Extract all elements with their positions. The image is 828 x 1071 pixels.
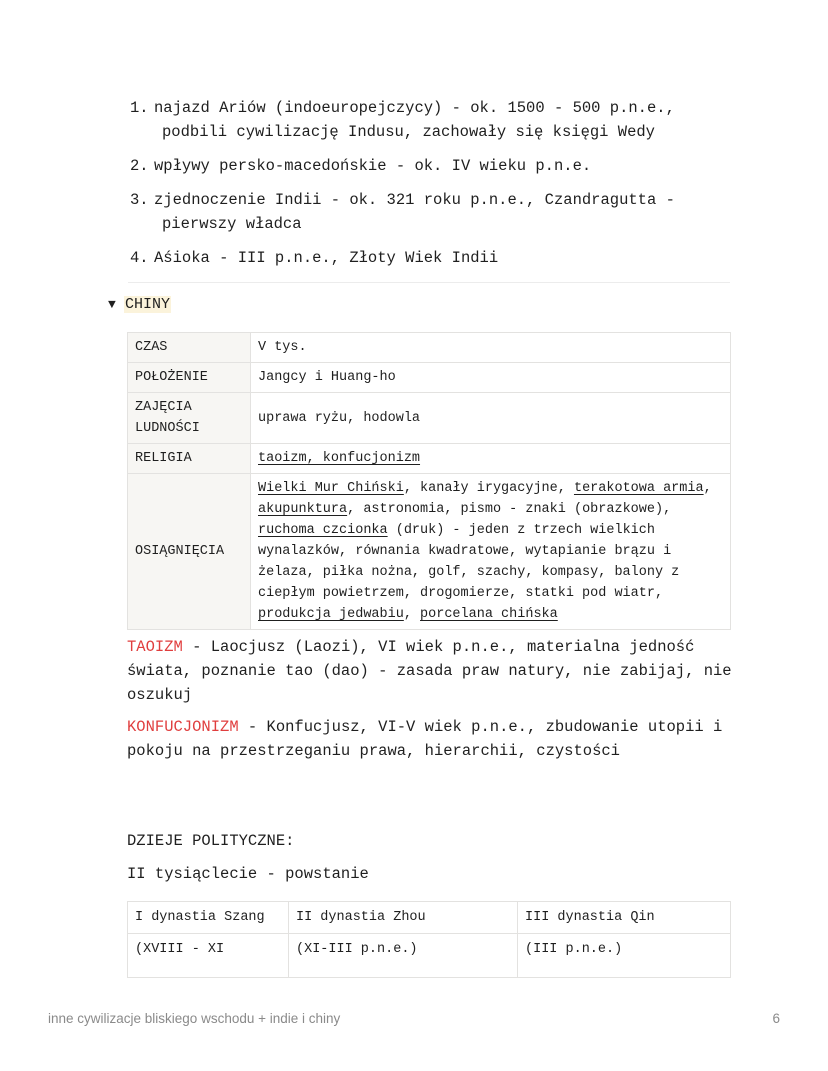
dynasty-header: I dynastia Szang — [128, 902, 289, 934]
row-header: RELIGIA — [128, 444, 251, 474]
list-text-continued: podbili cywilizację Indusu, zachowały się księgi Wedy — [162, 123, 655, 141]
page-number: 6 — [772, 1011, 780, 1026]
underlined-text: produkcja jedwabiu — [258, 607, 404, 622]
paragraph-text: - Konfucjusz, VI-V wiek p.n.e., zbudowanie utopii i pokoju na przestrzeganiu prawa, hierarchii, czystości — [127, 718, 723, 760]
list-text-continued: pierwszy władca — [162, 215, 302, 233]
list-text: wpływy persko-macedońskie - ok. IV wieku p.n.e. — [154, 157, 592, 175]
term-highlight: KONFUCJONIZM — [127, 718, 239, 736]
footer-title: inne cywilizacje bliskiego wschodu + indie i chiny — [48, 1011, 341, 1026]
row-header: POŁOŻENIE — [128, 363, 251, 393]
table-row — [128, 363, 731, 393]
china-table — [127, 332, 731, 630]
plain-text: , — [703, 481, 712, 496]
row-value: V tys. — [251, 333, 731, 363]
dynasty-cell: (XI-III p.n.e.) — [289, 934, 518, 978]
list-number: 1. — [130, 99, 149, 117]
underlined-text: ruchoma czcionka — [258, 523, 388, 538]
table-row — [128, 902, 731, 934]
dynasty-cell: (III p.n.e.) — [518, 934, 731, 978]
plain-text: , — [403, 607, 421, 622]
dynasty-table — [127, 901, 731, 978]
row-header: OSIĄGNIĘCIA — [128, 474, 251, 630]
toggle-arrow-icon[interactable]: ▼ — [108, 297, 116, 312]
row-value — [251, 474, 731, 630]
underlined-text: porcelana chińska — [420, 607, 558, 622]
list-number: 4. — [130, 249, 149, 267]
list-item — [130, 154, 730, 178]
row-value: Jangcy i Huang-ho — [251, 363, 731, 393]
taoizm-paragraph — [127, 635, 737, 707]
list-number: 3. — [130, 191, 149, 209]
table-row — [128, 474, 731, 630]
underlined-text: Wielki Mur Chiński — [258, 481, 404, 496]
list-text: Aśioka - III p.n.e., Złoty Wiek Indii — [154, 249, 499, 267]
dynasty-cell: (XVIII - XI — [128, 934, 289, 978]
row-header-line: LUDNOŚCI — [135, 421, 200, 436]
dynasty-header: II dynastia Zhou — [289, 902, 518, 934]
row-value: uprawa ryżu, hodowla — [251, 393, 731, 444]
paragraph-text: - Laocjusz (Laozi), VI wiek p.n.e., materialna jedność świata, poznanie tao (dao) - zasada praw natury, nie zabijaj, nie oszukuj — [127, 638, 732, 704]
row-header: CZAS — [128, 333, 251, 363]
list-item — [130, 96, 730, 144]
plain-text: (druk) - jeden z trzech wielkich wynalazków, równania kwadratowe, wytapianie brązu i żelaza, piłka nożna, golf, szachy, kompasy, balony z ciepłym powietrzem, drogomierze, statki pod wiatr, — [258, 523, 680, 601]
konfucjonizm-paragraph — [127, 715, 737, 763]
list-text: zjednoczenie Indii - ok. 321 roku p.n.e., Czandragutta - — [154, 191, 675, 209]
plain-text: , kanały irygacyjne, — [403, 481, 574, 496]
row-value — [251, 444, 731, 474]
list-number: 2. — [130, 157, 149, 175]
table-row — [128, 444, 731, 474]
term-highlight: TAOIZM — [127, 638, 183, 656]
section-subheading: II tysiąclecie - powstanie — [127, 865, 369, 883]
underlined-text: taoizm, konfucjonizm — [258, 451, 421, 466]
dynasty-header: III dynastia Qin — [518, 902, 731, 934]
table-row — [128, 393, 731, 444]
list-text: najazd Ariów (indoeuropejczycy) - ok. 1500 - 500 p.n.e., — [154, 99, 675, 117]
section-heading: DZIEJE POLITYCZNE: — [127, 832, 295, 850]
toggle-chiny[interactable] — [108, 294, 171, 316]
table-row — [128, 934, 731, 978]
row-header — [128, 393, 251, 444]
list-item — [130, 188, 730, 236]
plain-text: , astronomia, pismo - znaki (obrazkowe), — [347, 502, 672, 517]
list-item — [130, 246, 730, 270]
underlined-text: terakotowa armia — [573, 481, 704, 496]
table-row — [128, 333, 731, 363]
toggle-label: CHINY — [125, 296, 171, 313]
row-header-line: ZAJĘCIA — [135, 400, 192, 415]
divider — [128, 282, 730, 283]
numbered-list — [130, 96, 730, 280]
underlined-text: akupunktura — [258, 502, 348, 517]
